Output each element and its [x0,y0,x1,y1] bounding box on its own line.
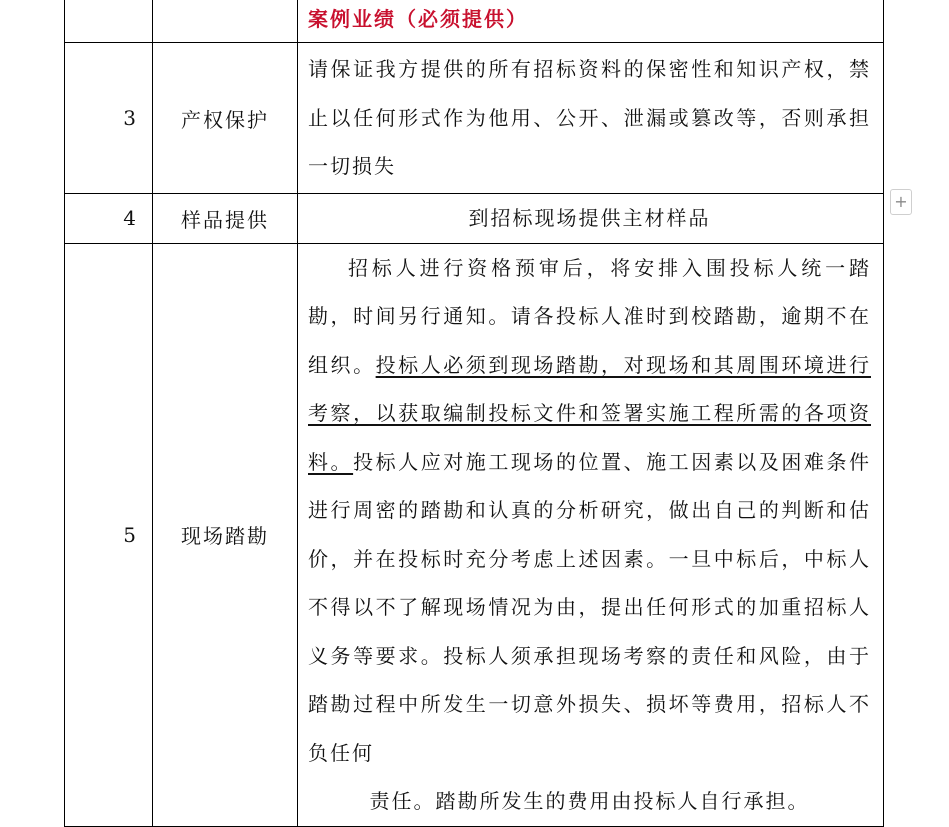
plus-icon: + [894,192,908,211]
item-name-cell [153,0,298,43]
site-visit-paragraph [308,244,871,778]
item-name-cell: 样品提供 [153,194,298,244]
site-visit-body-text: 投标人应对施工现场的位置、施工因素以及困难条件进行周密的踏勘和认真的分析研究，做出自己的判断和估价，并在投标时充分考虑上述因素。一旦中标后，中标人不得以不了解现场情况为由，提出任何形式的加重招标人义务等要求。投标人须承担现场考察的责任和风险，由于踏勘过程中所发生一切意外损失、损坏等费用，招标人不负任何 [308,449,872,765]
description-cell: 到招标现场提供主材样品 [298,194,884,244]
item-name-cell: 现场踏勘 [153,243,298,826]
description-cell: 请保证我方提供的所有招标资料的保密性和知识产权，禁止以任何形式作为他用、公开、泄漏或篡改等，否则承担一切损失 [298,43,884,194]
requirements-table [64,0,884,827]
row-number-cell: 5 [65,243,153,826]
table-row [65,194,884,244]
table-row [65,243,884,826]
table-row [65,43,884,194]
item-name-cell: 产权保护 [153,43,298,194]
add-row-button[interactable] [890,189,912,215]
row-number-cell [65,0,153,43]
table-row [65,0,884,43]
row-number-cell: 4 [65,194,153,244]
description-cell [298,0,884,43]
site-visit-closing-text: 责任。踏勘所发生的费用由投标人自行承担。 [369,789,810,813]
site-visit-intro-text: 招标人进行资格预审后，将安排入围投标人统一踏勘，时间另行通知。请各投标人准时到校踏勘，逾期不在组织。 [308,255,871,377]
row-number-cell: 3 [65,43,153,194]
description-cell [298,243,884,826]
case-performance-required-text: 案例业绩（必须提供） [308,7,528,31]
site-visit-underlined-text: 投标人必须到现场踏勘，对现场和其周围环境进行考察，以获取编制投标文件和签署实施工程所需的各项资料。 [308,352,871,474]
